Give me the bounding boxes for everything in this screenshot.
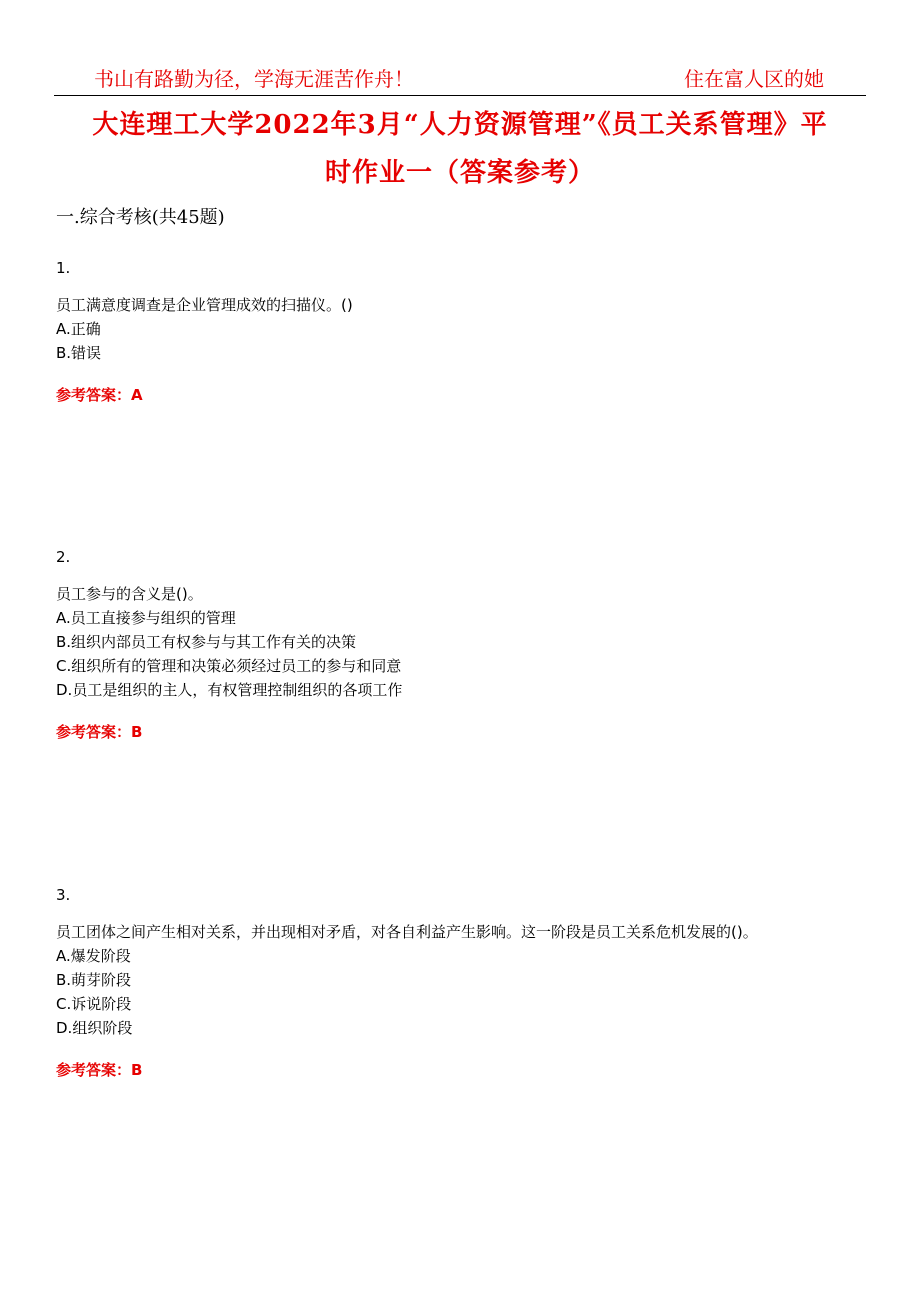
question-option: C.诉说阶段 (56, 995, 132, 1013)
question-option: B.组织内部员工有权参与与其工作有关的决策 (56, 633, 357, 651)
header-author: 住在富人区的她 (684, 67, 824, 91)
header-motto: 书山有路勤为径，学海无涯苦作舟！ (94, 67, 414, 91)
question-number: 1. (56, 259, 71, 277)
question-number: 2. (56, 548, 71, 566)
document-title-line-2: 时作业一（答案参考） (324, 158, 595, 188)
question-number: 3. (56, 886, 71, 904)
question-option: D.组织阶段 (56, 1019, 133, 1037)
question-option: C.组织所有的管理和决策必须经过员工的参与和同意 (56, 657, 402, 675)
question-1 (56, 256, 868, 407)
header-divider (54, 95, 866, 96)
reference-answer: 参考答案：B (56, 1061, 143, 1079)
document-title-line-1: 大连理工大学2022年3月“人力资源管理”《员工关系管理》平 (92, 110, 828, 140)
question-stem: 员工团体之间产生相对关系，并出现相对矛盾，对各自利益产生影响。这一阶段是员工关系危机发展的()。 (56, 923, 758, 941)
question-option: D.员工是组织的主人，有权管理控制组织的各项工作 (56, 681, 403, 699)
question-option: A.爆发阶段 (56, 947, 131, 965)
question-3 (56, 883, 868, 1082)
question-stem: 员工参与的含义是()。 (56, 585, 203, 603)
reference-answer: 参考答案：B (56, 723, 143, 741)
question-option: A.正确 (56, 320, 101, 338)
question-stem: 员工满意度调查是企业管理成效的扫描仪。() (56, 296, 353, 314)
section-heading: 一.综合考核(共45题) (56, 207, 225, 228)
question-option: A.员工直接参与组织的管理 (56, 609, 236, 627)
reference-answer: 参考答案：A (56, 386, 143, 404)
question-option: B.错误 (56, 344, 102, 362)
question-option: B.萌芽阶段 (56, 971, 132, 989)
question-2 (56, 545, 868, 744)
